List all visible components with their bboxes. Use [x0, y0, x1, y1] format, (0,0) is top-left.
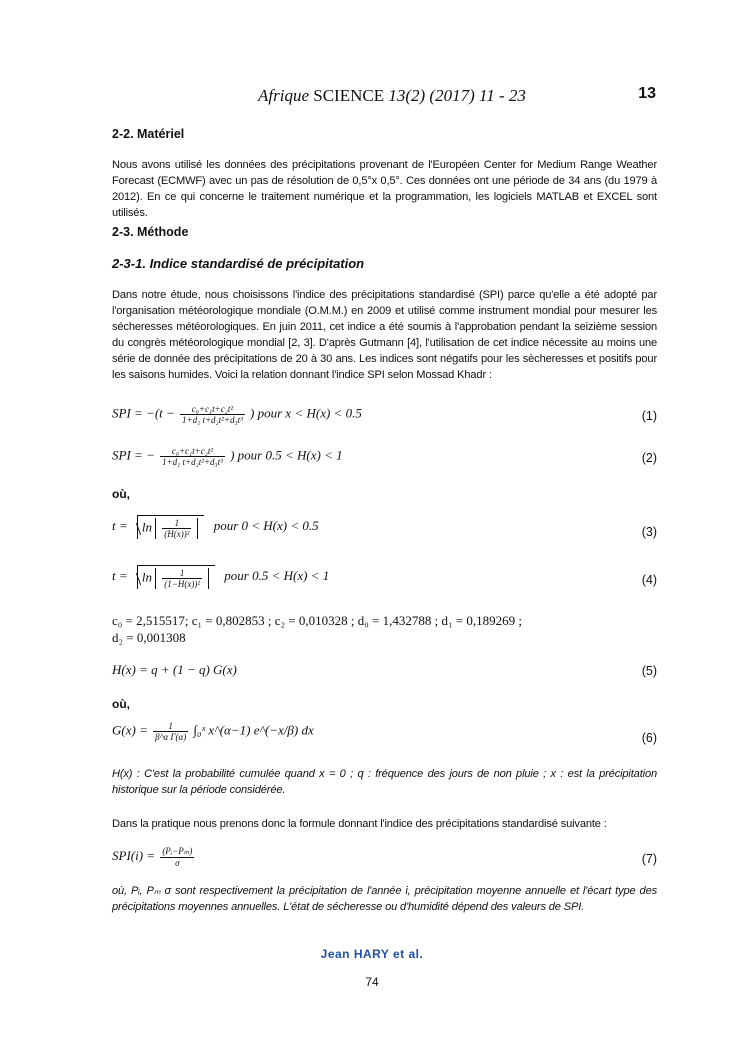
section-title-methode: 2-3. Méthode: [112, 225, 189, 239]
paragraph-pratique: Dans la pratique nous prenons donc la formule donnant l'indice des précipitations standardisé suivante :: [112, 818, 607, 830]
equation-6: G(x) = $\frac{1}{\text{β\textasciicircum{}α Γ(α)}}$ ∫₀ˣ x^(α−1) e^(−x/β) dx: [112, 721, 314, 742]
journal-reference: 13(2) (2017) 11 - 23: [388, 86, 526, 105]
subsection-title-spi: 2-3-1. Indice standardisé de précipitation: [112, 256, 365, 271]
journal-name-italic: Afrique: [258, 86, 309, 105]
equation-2-fraction: $\frac{\text{c₀+c₁t+c₂t²}}{\text{1+d₁ t+d₂t²+d₃t³}}$: [162, 446, 223, 467]
footer-page-number: 74: [365, 975, 379, 989]
equation-5-number: (5): [641, 664, 657, 678]
equation-3-number: (3): [641, 525, 657, 539]
equation-4-number: (4): [641, 573, 657, 587]
journal-header: [258, 86, 526, 106]
constants-block: [112, 612, 660, 646]
constants-line-1: c₀ = 2,515517; c₁ = 0,802853 ; c₂ = 0,010328 ; d₀ = 1,432788 ; d₁ = 0,189269 ;: [112, 613, 522, 628]
equation-1-fraction: $\frac{\text{c₀+c₁t+c₂t²}}{\text{1+d₁ t+d₂t²+d₃t³}}$: [182, 404, 243, 425]
label-ou-1: où,: [112, 487, 130, 501]
equation-7: SPI(i) = $\frac{\text{(Pᵢ−Pₘ)}}{\sigma}$: [112, 846, 193, 868]
equation-1-number: (1): [641, 409, 657, 423]
equation-6-fraction: $\frac{1}{\text{β\textasciicircum{}α Γ(α)}}$: [155, 721, 187, 742]
equation-3: t = ln $\frac{1}{\text{(H(x))²}}$ pour 0 < H(x) < 0.5: [112, 515, 319, 539]
equation-5: H(x) = q + (1 − q) G(x): [112, 662, 237, 677]
equation-6-number: (6): [641, 731, 657, 745]
paragraph-materiel: Nous avons utilisé les données des précipitations provenant de l'Européen Center for Medium Range Weather Forecast (ECMWF) avec un pas de résolution de 0,5°x 0,5°. Ces données ont une période de 34 ans (du 1979 à 2012). En ce qui concerne le traitement numérique et la programmation, les logiciels MATLAB et EXCEL sont utilisés.: [112, 159, 657, 220]
equation-3-sqrt: ln $\frac{1}{\text{(H(x))²}}$: [137, 515, 205, 539]
equation-4-sqrt: ln $\frac{1}{\text{(1−H(x))²}}$: [137, 565, 215, 589]
equation-1: SPI = −(t − $\frac{\text{c₀+c₁t+c₂t²}}{\text{1+d₁ t+d₂t²+d₃t³}}$ ) pour x < H(x) < 0.5: [112, 404, 362, 425]
paragraph-final: où, Pᵢ, Pₘ σ sont respectivement la précipitation de l'année i, précipitation moyenne annuelle et l'écart type des précipitations moyennes annuelles. L'état de sécheresse ou d'humidité dépend des valeurs de SPI.: [112, 885, 657, 914]
equation-4: t = ln $\frac{1}{\text{(1−H(x))²}}$ pour 0.5 < H(x) < 1: [112, 565, 329, 589]
equation-7-fraction: $\frac{\text{(Pᵢ−Pₘ)}}{\sigma}$: [162, 846, 193, 868]
paragraph-hx-definition: H(x) : C'est la probabilité cumulée quand x = 0 ; q : fréquence des jours de non pluie ; x : est la précipitation historique sur la période considérée.: [112, 768, 657, 797]
equation-7-number: (7): [641, 852, 657, 866]
equation-2-number: (2): [641, 451, 657, 465]
journal-name-caps: SCIENCE: [313, 86, 385, 105]
constants-line-2: d₂ = 0,001308: [112, 630, 186, 645]
header-page-number: 13: [638, 85, 656, 102]
section-title-materiel: 2-2. Matériel: [112, 127, 185, 141]
label-ou-2: où,: [112, 697, 130, 711]
footer-author: Jean HARY et al.: [320, 947, 424, 961]
paragraph-spi: Dans notre étude, nous choisissons l'indice des précipitations standardisé (SPI) parce qu'elle a été adopté par l'organisation météorologique mondiale (O.M.M.) en 2009 et utilisé comme instrument mondial pour mesurer les sécheresses météorologiques. En juin 2011, cet indice a été soumis à l'approbation pendant la seizième session du congrès météorologique mondial [2, 3]. D'après Gutmann [4], l'utilisation de cet indice nécessite au moins une série de donnée des précipitations de 20 à 30 ans. Les indices sont négatifs pour les sècheresses et positifs pour les saisons humides. Voici la relation donnant l'indice SPI selon Mossad Khadr :: [112, 289, 657, 382]
equation-2: SPI = − $\frac{\text{c₀+c₁t+c₂t²}}{\text{1+d₁ t+d₂t²+d₃t³}}$ ) pour 0.5 < H(x) < 1: [112, 446, 343, 467]
